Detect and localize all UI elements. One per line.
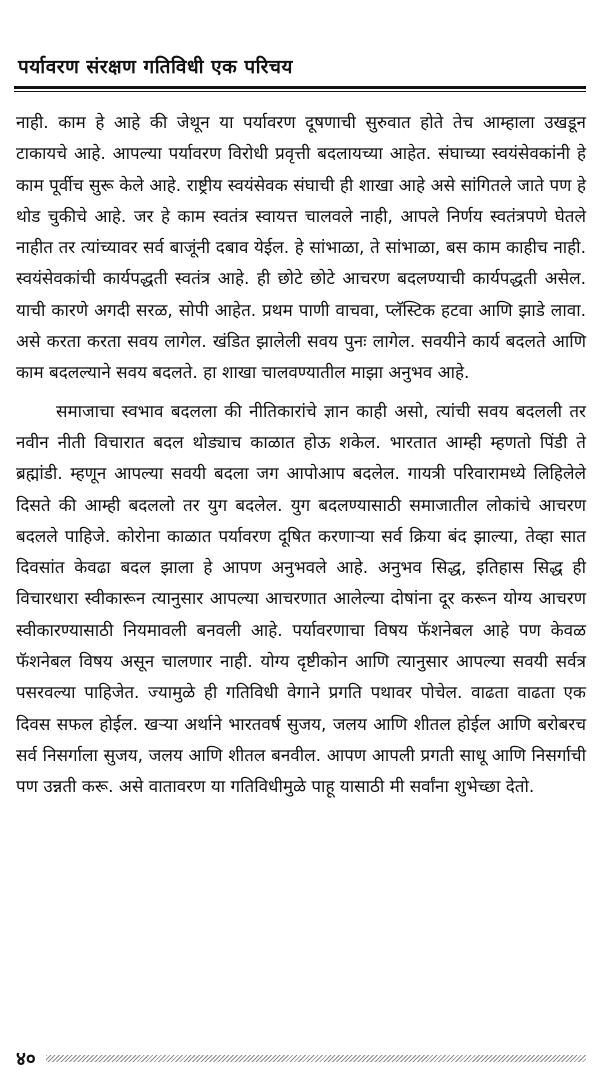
header-rule-thin (14, 91, 586, 92)
paragraph: समाजाचा स्वभाव बदलला की नीतिकारांचे ज्ञान काही असो, त्यांची सवय बदलली तर नवीन नीती विचारात बदल थोड्याच काळात होऊ शकेल. भारतात आम्ही म्हणतो पिंडी ते ब्रह्मांडी. म्हणून आपल्या सवयी बदला जग आपोआप बदलेल. गायत्री परिवारामध्ये लिहिलेले दिसते की आम्ही बदललो तर युग बदलेल. युग बदलण्यासाठी समाजातील लोकांचे आचरण बदलले पाहिजे. कोरोना काळात पर्यावरण दूषित करणाऱ्या सर्व क्रिया बंद झाल्या, तेव्हा सात दिवसांत केवढा बदल झाला हे आपण अनुभवले आहे. अनुभव सिद्ध, इतिहास सिद्ध ही विचारधारा स्वीकारून त्यानुसार आपल्या आचरणात आलेल्या दोषांना दूर करून योग्य आचरण स्वीकारण्यासाठी नियमावली बनवली आहे. पर्यावरणाचा विषय फॅशनेबल आहे पण केवळ फॅशनेबल विषय असून चालणार नाही. योग्य दृष्टीकोन आणि त्यानुसार आपल्या सवयी सर्वत्र पसरवल्या पाहिजेत. ज्यामुळे ही गतिविधी वेगाने प्रगति पथावर पोचेल. वाढता वाढता एक दिवस सफल होईल. खऱ्या अर्थाने भारतवर्ष सुजय, जलय आणि शीतल होईल आणि बरोबरच सर्व निसर्गाला सुजय, जलय आणि शीतल बनवील. आपण आपली प्रगती साधू आणि निसर्गाची पण उन्नती करू. असे वातावरण या गतिविधीमुळे पाहू यासाठी मी सर्वांना शुभेच्छा देतो. (16, 401, 586, 798)
paragraph-continued: नाही. काम हे आहे की जेथून या पर्यावरण दूषणाची सुरुवात होते तेच आम्हाला उखडून टाकायचे आहे. आपल्या पर्यावरण विरोधी प्रवृत्ती बदलायच्या आहेत. संघाच्या स्वयंसेवकांनी हे काम पूर्वीच सुरू केले आहे. राष्ट्रीय स्वयंसेवक संघाची ही शाखा आहे असे सांगितले जाते पण हे थोड चुकीचे आहे. जर हे काम स्वतंत्र स्वायत्त चालवले नाही, आपले निर्णय स्वतंत्रपणे घेतले नाहीत तर त्यांच्यावर सर्व बाजूंनी दबाव येईल. हे सांभाळा, ते सांभाळा, बस काम काहीच नाही. स्वयंसेवकांची कार्यपद्धती स्वतंत्र आहे. ही छोटे छोटे आचरण बदलण्याची कार्यपद्धती असेल. याची कारणे अगदी सरळ, सोपी आहेत. प्रथम पाणी वाचवा, प्लॅस्टिक हटवा आणि झाडे लावा. असे करता करता सवय लागेल. खंडित झालेली सवय पुनः लागेल. सवयीने कार्य बदलते आणि काम बदलल्याने सवय बदलते. हा शाखा चालवण्यातील माझा अनुभव आहे. (16, 113, 586, 384)
page-number: ४० (16, 1048, 36, 1070)
page-footer (16, 1046, 586, 1070)
body-text (16, 108, 586, 804)
footer-rule (46, 1055, 586, 1062)
running-head-title: पर्यावरण संरक्षण गतिविधी एक परिचय (18, 56, 293, 78)
header-rule-thick (14, 86, 586, 89)
page-header (14, 50, 586, 92)
